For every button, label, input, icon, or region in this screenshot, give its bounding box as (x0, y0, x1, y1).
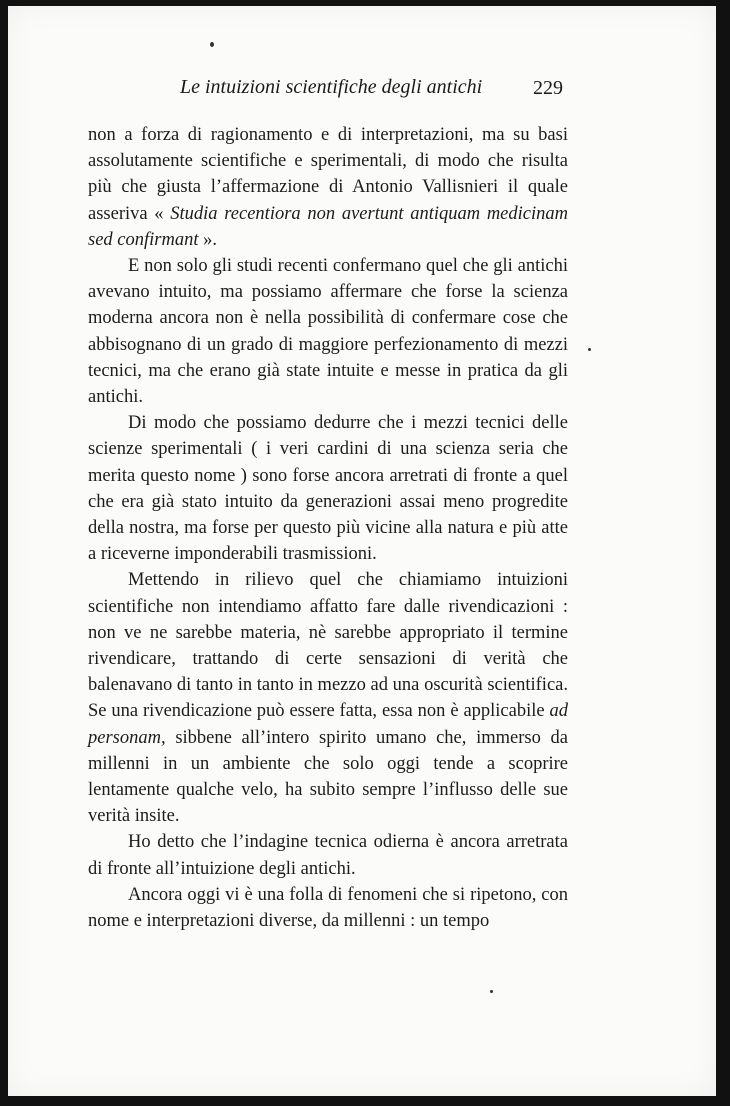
paragraph (88, 410, 568, 567)
text-run: non a forza di ragionamento e di interpretazioni, ma su basi assolutamente scientifiche e sperimentali, di modo che risulta più che giusta l’affermazione di Antonio Vallisnieri il quale asseriva « (88, 125, 568, 224)
text-run: Ancora oggi vi è una folla di fenomeni che si ripetono, con nome e interpretazioni diverse, da millenni : un tempo (88, 884, 568, 932)
page-number: 229 (533, 77, 563, 99)
book-page (8, 6, 716, 1096)
running-title: Le intuizioni scientifiche degli antichi (180, 76, 483, 98)
page-header (8, 76, 716, 106)
paragraph (88, 567, 568, 829)
paragraph (88, 253, 568, 410)
text-run: ». (198, 229, 217, 250)
paragraph (88, 122, 568, 253)
ink-speck (210, 42, 214, 47)
latin-phrase: ad personam, (88, 701, 568, 748)
latin-quote: Studia recentiora non avertunt antiquam medicinam sed confirmant (88, 203, 568, 250)
text-run: sibbene all’intero spirito umano che, immerso da millenni in un ambiente che solo oggi tende a scoprire lentamente qualche velo, ha subito sempre l’influsso delle sue verità insite. (88, 727, 568, 827)
paragraph (88, 882, 568, 934)
text-run: Mettendo in rilievo quel che chiamiamo intuizioni scientifiche non intendiamo affatto fare dalle rivendicazioni : non ve ne sarebbe materia, nè sarebbe appropriato il termine rivendicare, trattando di certe sensazioni di verità che balenavano di tanto in tanto in mezzo ad una oscurità scientifica. Se una rivendicazione può essere fatta, essa non è applicabile (88, 570, 568, 722)
text-run: Di modo che possiamo dedurre che i mezzi tecnici delle scienze sperimentali ( i veri cardini di una scienza seria che merita questo nome ) sono forse ancora arretrati di fronte a quel che era già stato intuito da generazioni assai meno progredite della nostra, ma forse per questo più vicine alla natura e più atte a riceverne imponderabili trasmissioni. (88, 413, 568, 565)
ink-speck (490, 990, 493, 993)
body-text (88, 122, 568, 934)
paragraph (88, 829, 568, 881)
ink-speck (588, 348, 591, 351)
text-run: E non solo gli studi recenti confermano quel che gli antichi avevano intuito, ma possiamo affermare che forse la scienza moderna ancora non è nella possibilità di confermare cose che abbisognano di un grado di maggiore perfezionamento di mezzi tecnici, ma che erano già state intuite e messe in pratica da gli antichi. (88, 256, 568, 408)
text-run: Ho detto che l’indagine tecnica odierna è ancora arretrata di fronte all’intuizione degli antichi. (88, 832, 568, 879)
